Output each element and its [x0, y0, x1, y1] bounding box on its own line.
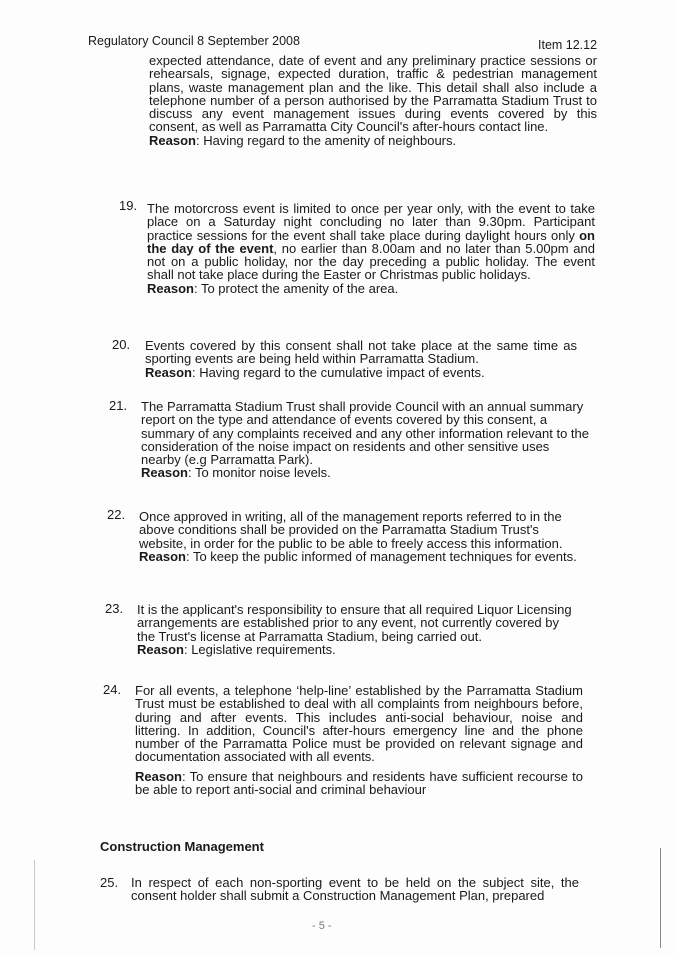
item-19-text-after: , no earlier than 8.00am and no later than 5.00pm and not on a public holiday, nor the day preceding a public holiday. The event shall not take place during the Easter or Christmas public holidays.	[147, 240, 595, 283]
item-24-reason-label: Reason	[135, 768, 182, 784]
item-21-paragraph	[141, 400, 589, 480]
item-19-text-before: The motorcross event is limited to once per year only, with the event to take place on a Saturday night concluding no later than 9.30pm. Participant practice sessions for the event shall take place during daylight hours only	[147, 201, 595, 243]
item-20-reason-text: : Having regard to the cumulative impact of events.	[191, 364, 485, 380]
item-23-number: 23.	[105, 601, 124, 616]
header-meeting-title: Regulatory Council 8 September 2008	[88, 34, 300, 48]
item-21-reason-label: Reason	[141, 465, 188, 481]
item-20-text: Events covered by this consent shall not take place at the same time as sporting events are being held within Parramatta Stadium.	[145, 338, 577, 367]
item-24-text: For all events, a telephone ‘help-line’ established by the Parramatta Stadium Trust must be established to deal with all complaints from neighbours before, during and after events. This includes anti-social behaviour, noise and littering. In addition, Council's after-hours emergency line and the phone number of the Parramatta Police must be provided on relevant signage and documentation associated with all events.	[135, 683, 583, 765]
item-22-number: 22.	[107, 507, 126, 522]
item-22-reason-label: Reason	[139, 548, 186, 564]
construction-management-heading: Construction Management	[100, 839, 264, 854]
item-23-reason-text: : Legislative requirements.	[183, 641, 336, 657]
item-25-text: In respect of each non-sporting event to be held on the subject site, the consent holder shall submit a Construction Management Plan, prepared	[131, 875, 579, 904]
item-23-reason-label: Reason	[137, 641, 184, 657]
item-23-text: It is the applicant's responsibility to ensure that all required Liquor Licensing arrangements are established prior to any event, not currently covered by the Trust's license at Parramatta Stadium, being carried out.	[137, 602, 572, 644]
item-19-reason-label: Reason	[147, 280, 194, 296]
intro-reason-text: : Having regard to the amenity of neighbours.	[195, 132, 457, 148]
item-25-paragraph	[131, 876, 579, 903]
item-20-reason-label: Reason	[145, 364, 192, 380]
item-22-text: Once approved in writing, all of the management reports referred to in the above conditions shall be provided on the Parramatta Stadium Trust's website, in order for the public to be able to freely access this information.	[139, 509, 563, 551]
item-23-paragraph	[137, 603, 577, 656]
scan-margin-line	[34, 860, 35, 950]
intro-paragraph	[149, 54, 597, 147]
item-21-reason-text: : To monitor noise levels.	[187, 465, 331, 481]
item-20-number: 20.	[112, 337, 131, 352]
item-22-reason-text: : To keep the public informed of management techniques for events.	[185, 548, 577, 564]
item-24-paragraph	[135, 684, 583, 796]
item-19-reason-text: : To protect the amenity of the area.	[193, 280, 399, 296]
item-21-text: The Parramatta Stadium Trust shall provide Council with an annual summary report on the type and attendance of events covered by this consent, a summary of any complaints received and any other information relevant to the consideration of the noise impact on residents and other sensitive uses nearby (e.g Parramatta Park).	[141, 399, 590, 468]
intro-text: expected attendance, date of event and any preliminary practice sessions or rehearsals, signage, expected duration, traffic & pedestrian management plans, waste management plan and the like. This detail shall also include a telephone number of a person authorised by the Parramatta Stadium Trust to discuss any event management issues during events covered by this consent, as well as Parramatta City Council's after-hours contact line.	[149, 53, 597, 135]
item-19-paragraph	[147, 202, 595, 295]
item-22-paragraph	[139, 510, 587, 563]
item-24-number: 24.	[103, 682, 122, 697]
item-21-number: 21.	[109, 398, 128, 413]
scan-edge-line	[660, 848, 661, 948]
item-24-reason-text: : To ensure that neighbours and residents have sufficient recourse to be able to report anti-social and criminal behaviour	[135, 768, 583, 798]
intro-reason-label: Reason	[149, 132, 196, 148]
item-19-number: 19.	[119, 198, 138, 213]
page-number: - 5 -	[312, 920, 332, 932]
header-item-number: Item 12.12	[538, 38, 598, 52]
item-19-text-bold: on the day of the event	[147, 227, 595, 256]
item-20-paragraph	[145, 339, 577, 379]
item-25-number: 25.	[100, 875, 119, 890]
